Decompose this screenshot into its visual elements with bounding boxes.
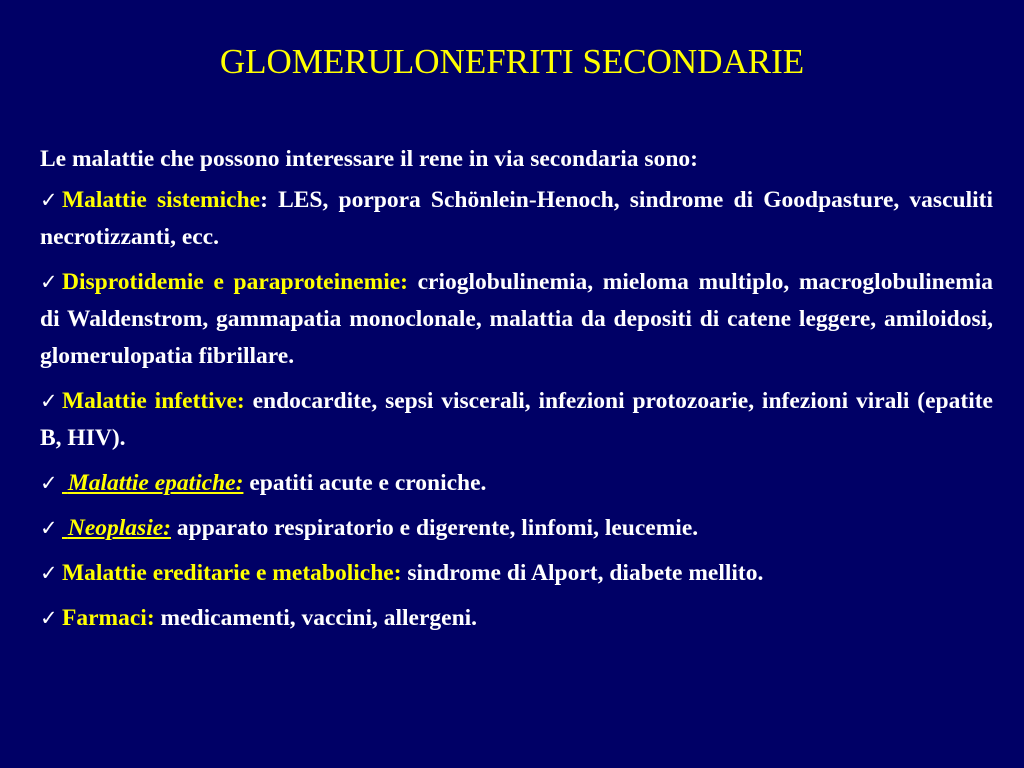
item-text: epatiti acute e croniche. (243, 470, 487, 496)
list-item (40, 383, 993, 457)
item-text: crioglobulinemia, mieloma multiplo, macroglobulinemia di Waldenstrom, gammapatia monoclonale, malattia da depositi di catene leggere, amiloidosi, glomerulopatia fibrillare. (40, 269, 993, 369)
check-icon: ✓ (40, 188, 58, 212)
list-item (40, 555, 993, 592)
check-icon: ✓ (40, 471, 58, 495)
intro-text: Le malattie che possono interessare il rene in via secondaria sono: (40, 146, 698, 172)
item-label: Farmaci: (62, 605, 155, 631)
check-icon: ✓ (40, 270, 58, 294)
list-item (40, 600, 993, 637)
item-list (40, 182, 993, 637)
item-label: Neoplasie: (67, 515, 171, 541)
item-label: Malattie ereditarie e metaboliche: (62, 560, 402, 586)
list-item (40, 182, 993, 256)
item-text: sindrome di Alport, diabete mellito. (401, 560, 764, 586)
item-text: endocardite, sepsi viscerali, infezioni protozoarie, infezioni virali (epatite B, HIV). (40, 388, 993, 451)
list-item (40, 264, 993, 375)
item-text: : LES, porpora Schönlein-Henoch, sindrome di Goodpasture, vasculiti necrotizzanti, ecc. (40, 187, 993, 250)
slide-title: GLOMERULONEFRITI SECONDARIE (219, 42, 805, 81)
slide-content (40, 141, 993, 645)
item-label: Malattie sistemiche (62, 187, 261, 213)
list-item (40, 465, 993, 502)
item-label: Malattie infettive: (62, 388, 245, 414)
check-icon: ✓ (40, 389, 58, 413)
item-label: Malattie epatiche: (67, 470, 244, 496)
list-item (40, 510, 993, 547)
check-icon: ✓ (40, 561, 58, 585)
item-label: Disprotidemie e paraproteinemie: (62, 269, 408, 295)
check-icon: ✓ (40, 606, 58, 630)
item-text: medicamenti, vaccini, allergeni. (154, 605, 478, 631)
item-text: apparato respiratorio e digerente, linfomi, leucemie. (171, 515, 699, 541)
check-icon: ✓ (40, 516, 58, 540)
